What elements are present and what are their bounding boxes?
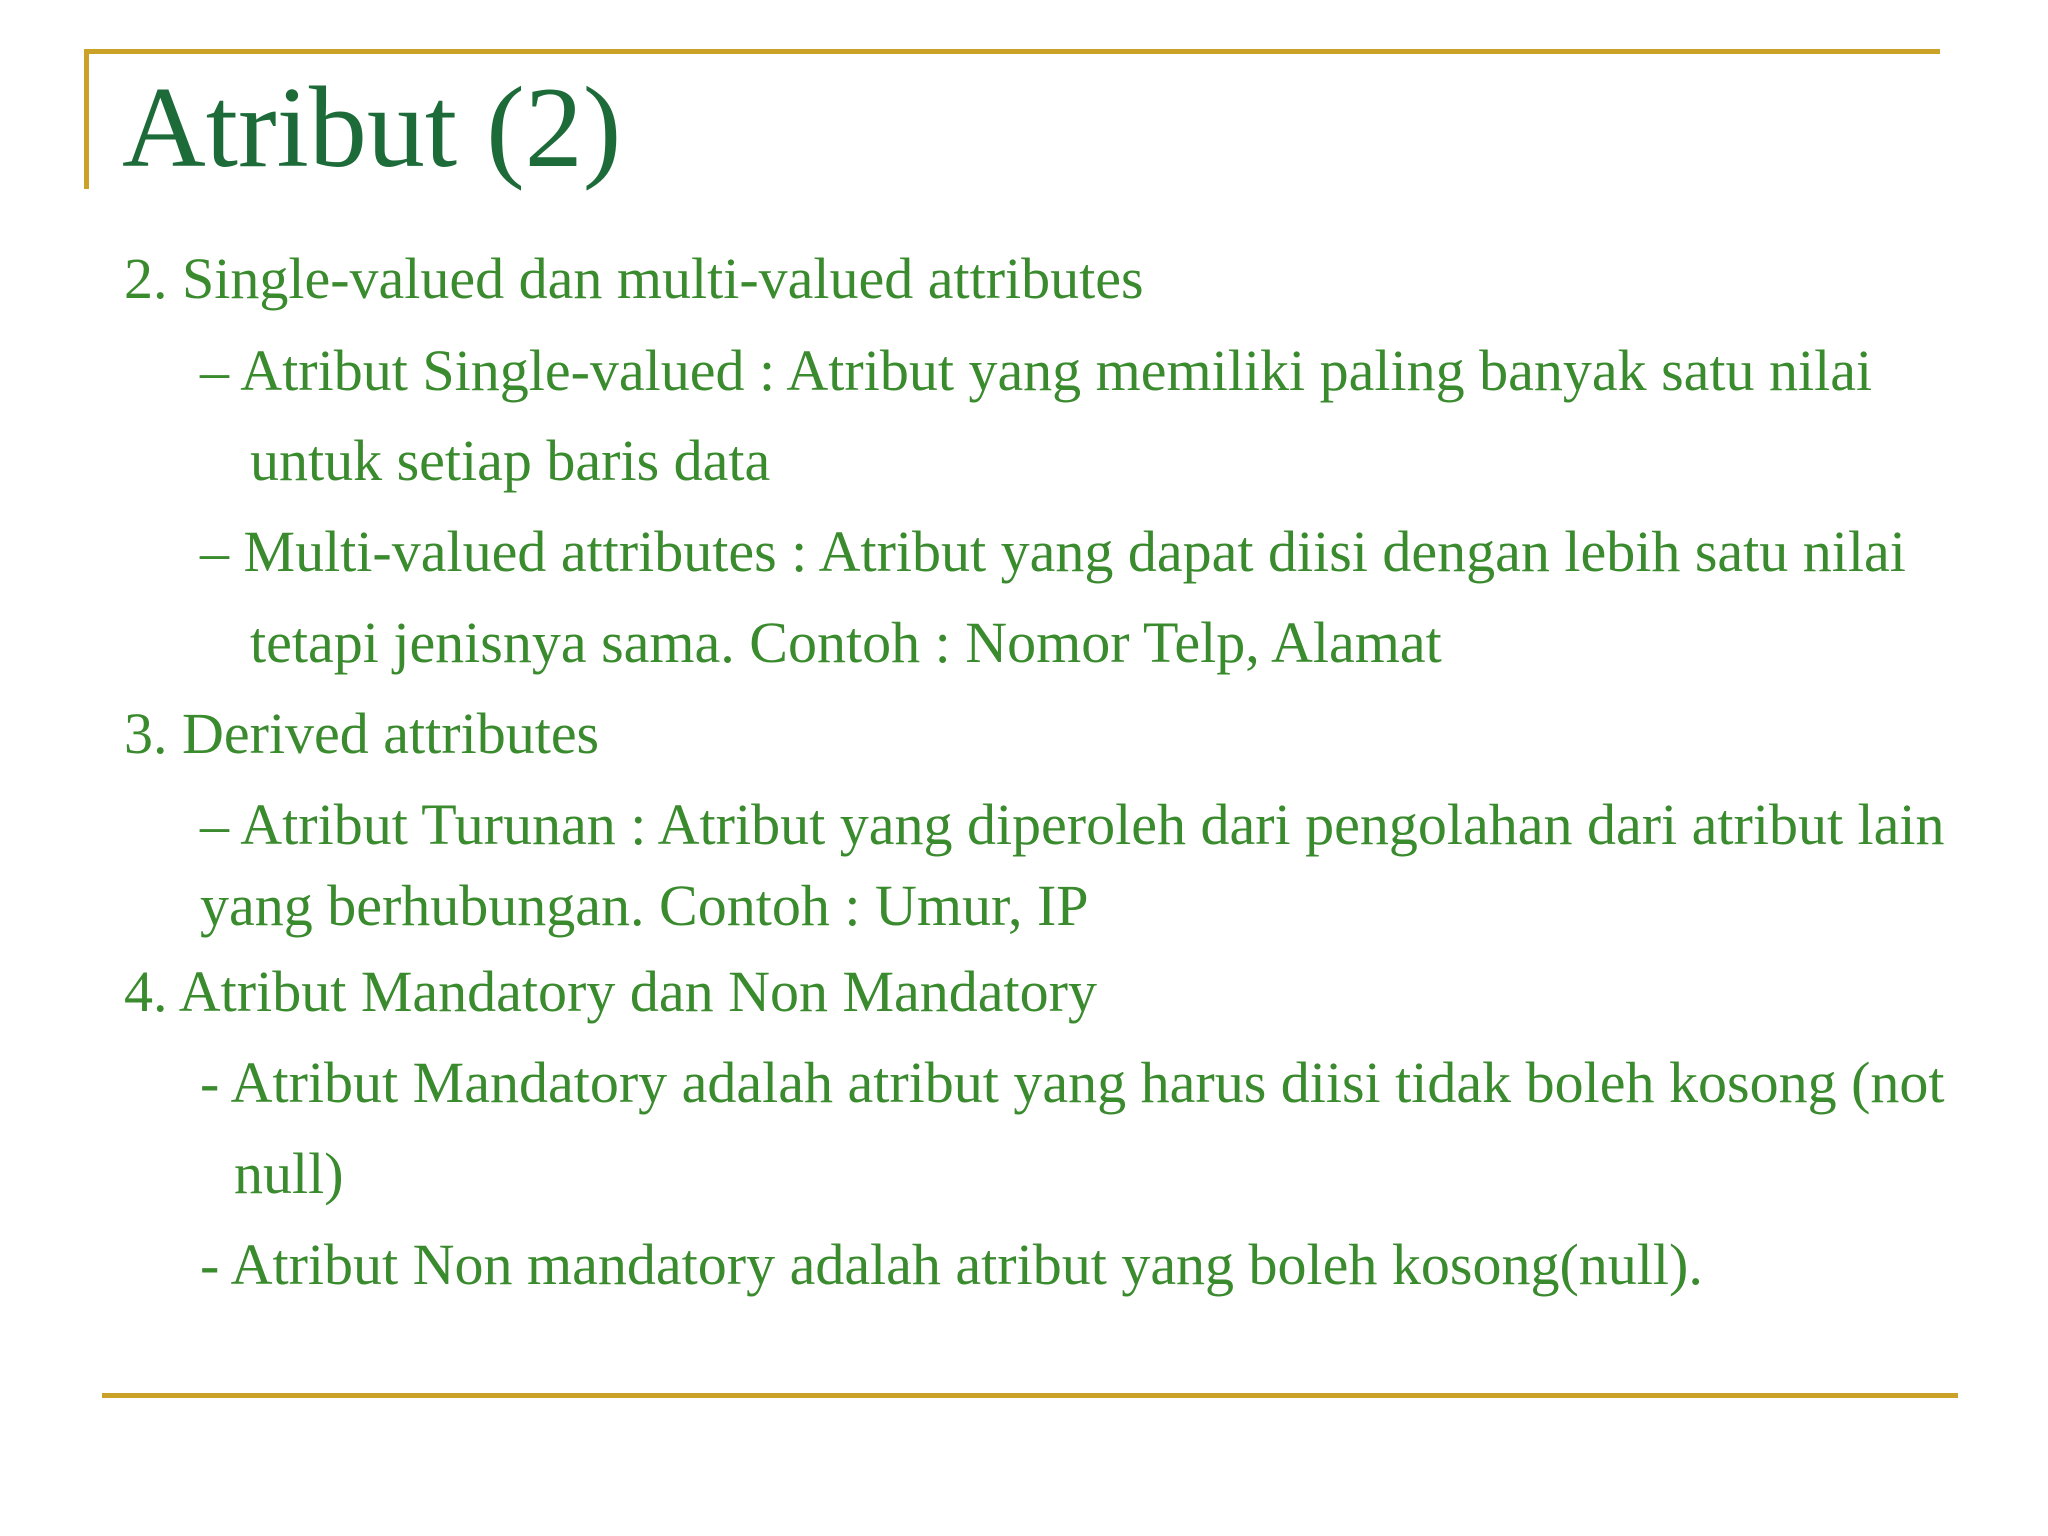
list-item-single-valued: – Atribut Single-valued : Atribut yang memiliki paling banyak satu nilai bbox=[200, 338, 1873, 403]
list-item-single-valued-cont: untuk setiap baris data bbox=[250, 428, 771, 493]
list-item-derived-cont: yang berhubungan. Contoh : Umur, IP bbox=[200, 873, 1089, 938]
slide-title: Atribut (2) bbox=[122, 64, 622, 192]
list-item-multi-valued: – Multi-valued attributes : Atribut yang dapat diisi dengan lebih satu nilai bbox=[200, 519, 1906, 584]
list-item-derived: – Atribut Turunan : Atribut yang diperoleh dari pengolahan dari atribut lain bbox=[200, 792, 1945, 857]
bottom-rule bbox=[102, 1393, 1958, 1398]
list-item-mandatory: - Atribut Mandatory adalah atribut yang harus diisi tidak boleh kosong (not bbox=[200, 1050, 1945, 1115]
title-frame-left-rule bbox=[84, 49, 89, 189]
list-item-4-heading: 4. Atribut Mandatory dan Non Mandatory bbox=[124, 959, 1097, 1024]
list-item-non-mandatory: - Atribut Non mandatory adalah atribut yang boleh kosong(null). bbox=[200, 1232, 1703, 1297]
title-frame-top-rule bbox=[84, 49, 1940, 54]
list-item-mandatory-cont: null) bbox=[234, 1141, 344, 1206]
list-item-3-heading: 3. Derived attributes bbox=[124, 701, 600, 766]
list-item-multi-valued-cont: tetapi jenisnya sama. Contoh : Nomor Telp, Alamat bbox=[250, 610, 1442, 675]
list-item-2-heading: 2. Single-valued dan multi-valued attributes bbox=[124, 246, 1144, 311]
